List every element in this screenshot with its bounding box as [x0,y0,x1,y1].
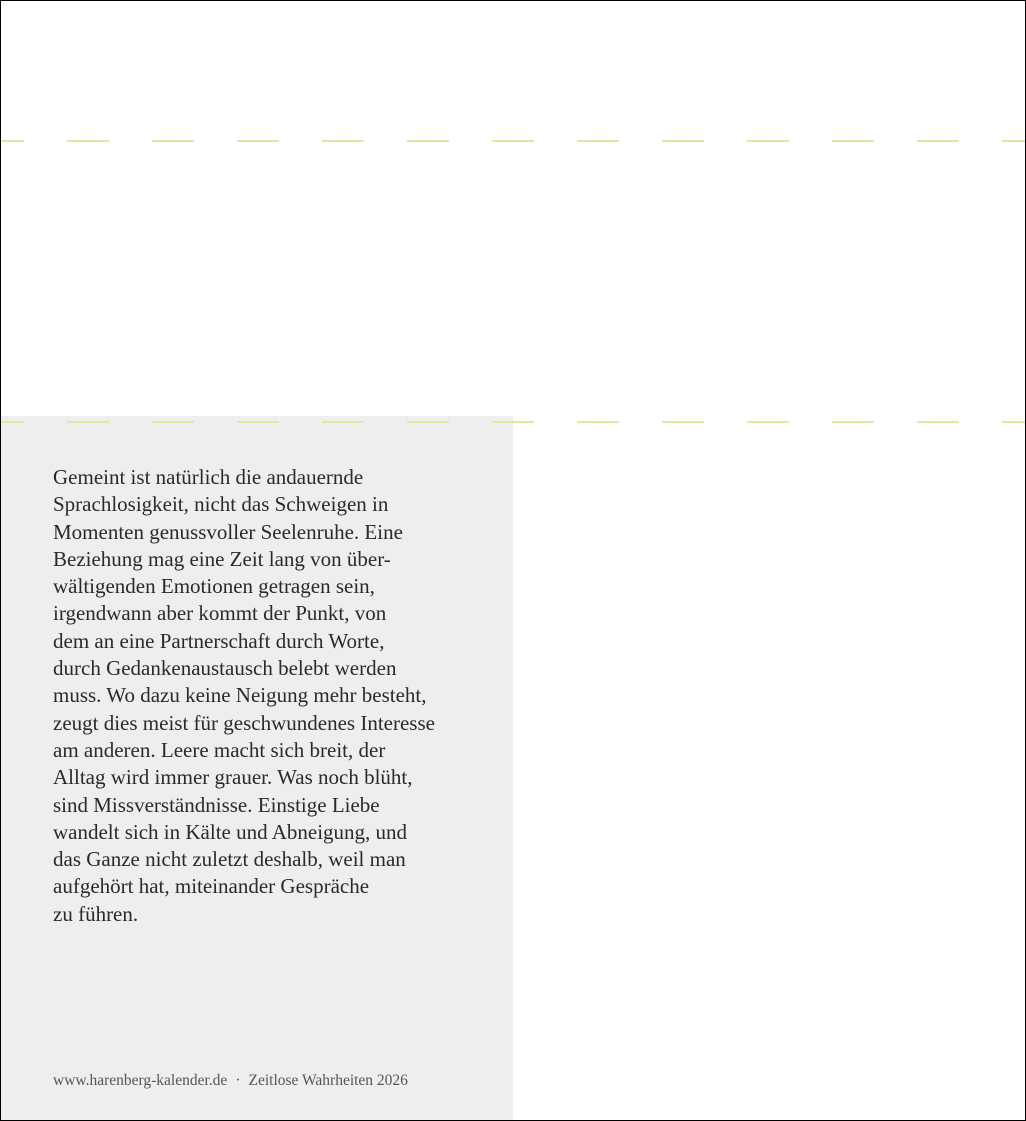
body-line: Alltag wird immer grauer. Was noch blüht, [53,765,413,790]
body-line: sind Missverständnisse. Einstige Liebe [53,792,380,817]
body-line: das Ganze nicht zuletzt deshalb, weil man [53,847,406,872]
body-line: irgendwann aber kommt der Punkt, von [53,601,387,626]
body-line: wältigenden Emotionen getragen sein, [53,574,375,599]
dashed-cut-line-top [0,140,1026,142]
footer-website: www.harenberg-kalender.de [53,1072,228,1089]
body-line: wandelt sich in Kälte und Abneigung, und [53,819,408,844]
body-line: Gemeint ist natürlich die andauernde [53,465,364,489]
body-line: Beziehung mag eine Zeit lang von über- [53,546,391,571]
footer-calendar-title: Zeitlose Wahrheiten 2026 [248,1072,408,1089]
footer-separator: · [235,1072,241,1089]
body-line: zu führen. [53,901,139,926]
body-line: dem an eine Partnerschaft durch Worte, [53,628,385,653]
body-line: muss. Wo dazu keine Neigung mehr besteht, [53,683,427,708]
body-line: Sprachlosigkeit, nicht das Schweigen in [53,492,389,517]
body-line: zeugt dies meist für geschwundenes Interesse [53,710,435,735]
body-line: Momenten genussvoller Seelenruhe. Eine [53,519,403,544]
footer [53,1072,408,1090]
dashed-cut-line-middle [0,421,1026,423]
body-line: durch Gedankenaustausch belebt werden [53,656,397,681]
quote-body-text [53,464,503,928]
body-line: am anderen. Leere macht sich breit, der [53,737,386,762]
body-line: aufgehört hat, miteinander Gespräche [53,874,370,899]
